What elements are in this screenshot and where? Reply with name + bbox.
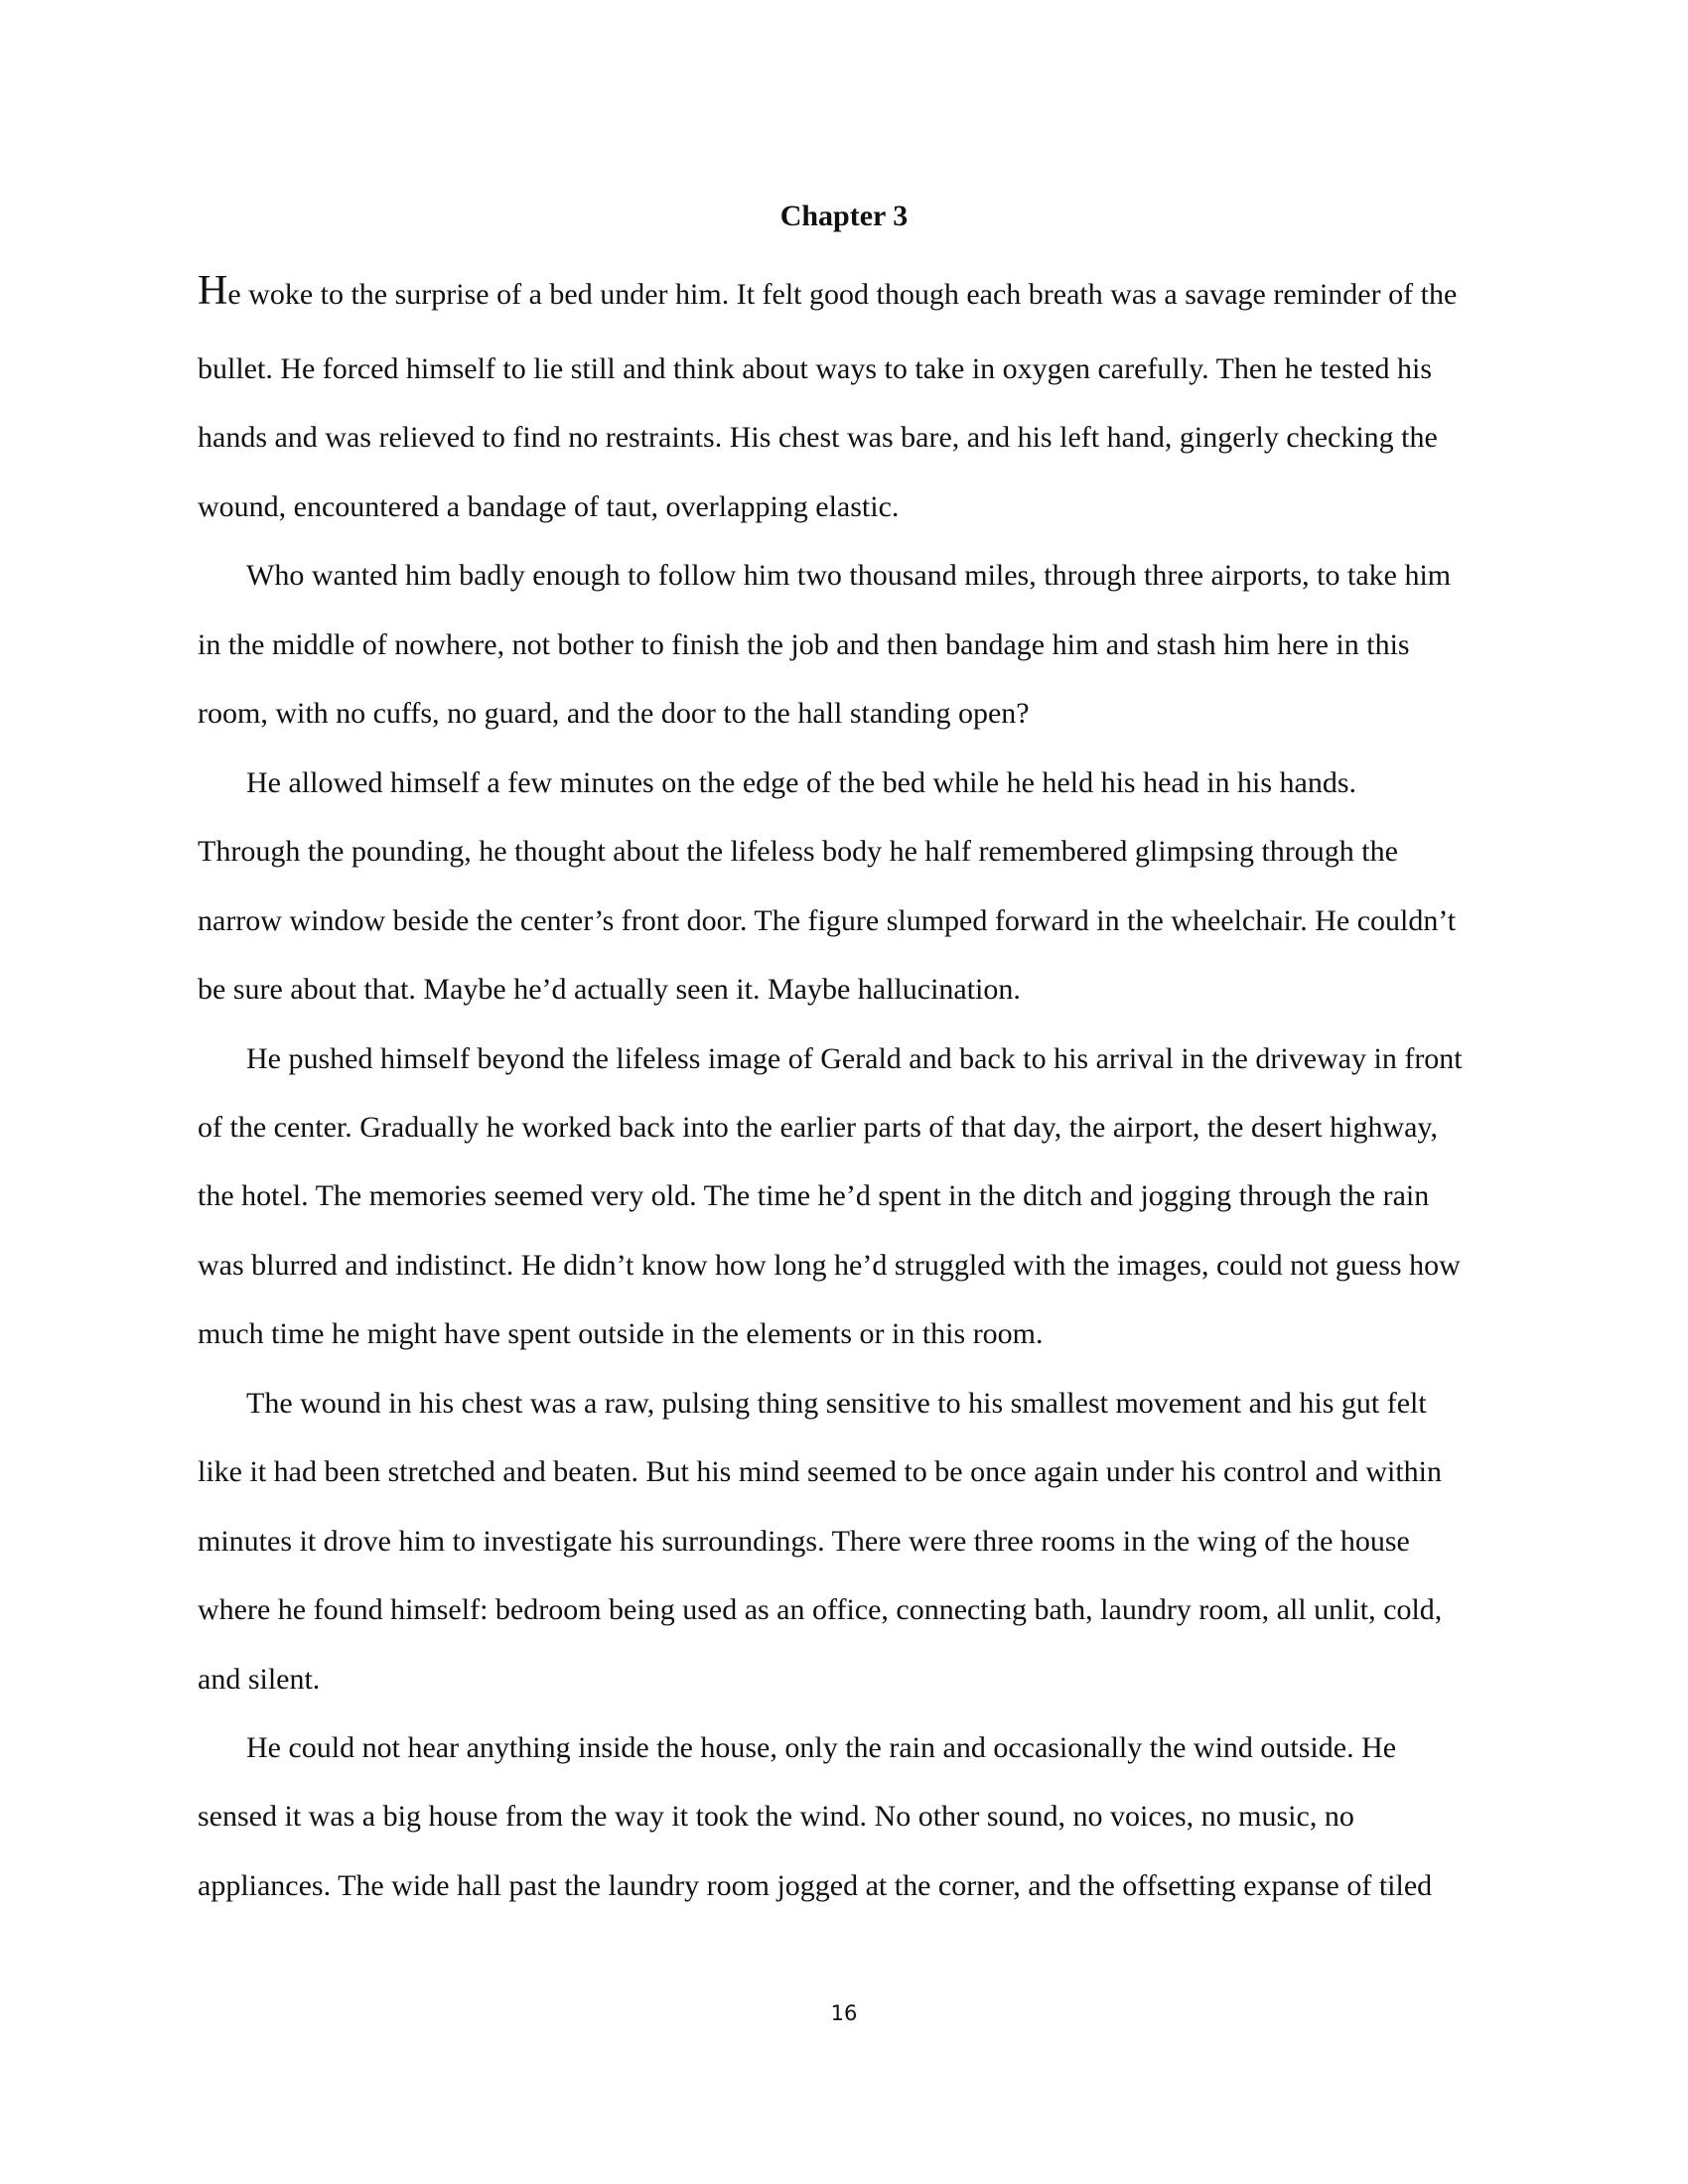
text-line: hands and was relieved to find no restraints. His chest was bare, and his left hand, gingerly checking the bbox=[198, 421, 1438, 455]
text-line: narrow window beside the center’s front door. The figure slumped forward in the wheelchair. He couldn’t bbox=[198, 903, 1457, 937]
text-line: wound, encountered a bandage of taut, overlapping elastic. bbox=[198, 489, 900, 523]
text-line: the hotel. The memories seemed very old. The time he’d spent in the ditch and jogging through the rain bbox=[198, 1179, 1430, 1213]
text-line: He woke to the surprise of a bed under him. It felt good though each breath was a savage reminder of the bbox=[198, 268, 1458, 314]
chapter-title: Chapter 3 bbox=[779, 200, 909, 232]
text-line: and silent. bbox=[198, 1662, 321, 1696]
text-line: minutes it drove him to investigate his surroundings. There were three rooms in the wing of the house bbox=[198, 1524, 1410, 1558]
first-letter: H bbox=[198, 268, 228, 314]
page-number: 16 bbox=[830, 2001, 858, 2025]
text-line: like it had been stretched and beaten. But his mind seemed to be once again under his control and within bbox=[198, 1455, 1442, 1489]
text-line: room, with no cuffs, no guard, and the door to the hall standing open? bbox=[198, 697, 1030, 731]
text-line: He allowed himself a few minutes on the edge of the bed while he held his head in his hands. bbox=[246, 765, 1357, 799]
text-line: of the center. Gradually he worked back into the earlier parts of that day, the airport, the desert highway, bbox=[198, 1110, 1438, 1144]
text-line: was blurred and indistinct. He didn’t know how long he’d struggled with the images, could not guess how bbox=[198, 1248, 1461, 1282]
text-line: where he found himself: bedroom being used as an office, connecting bath, laundry room, all unlit, cold, bbox=[198, 1593, 1443, 1627]
text-line: sensed it was a big house from the way it took the wind. No other sound, no voices, no music, no bbox=[198, 1800, 1354, 1834]
text-line: be sure about that. Maybe he’d actually seen it. Maybe hallucination. bbox=[198, 973, 1021, 1007]
text-line: He could not hear anything inside the house, only the rain and occasionally the wind outside. He bbox=[246, 1731, 1397, 1764]
text-line: appliances. The wide hall past the laundry room jogged at the corner, and the offsetting expanse of tiled bbox=[198, 1868, 1433, 1902]
text-line: much time he might have spent outside in the elements or in this room. bbox=[198, 1317, 1044, 1351]
text-line: Who wanted him badly enough to follow him two thousand miles, through three airports, to take him bbox=[246, 559, 1452, 593]
text-line: bullet. He forced himself to lie still and think about ways to take in oxygen carefully. Then he tested his bbox=[198, 352, 1433, 385]
text-line: The wound in his chest was a raw, pulsing thing sensitive to his smallest movement and his gut felt bbox=[246, 1386, 1427, 1420]
text-line: Through the pounding, he thought about the lifeless body he half remembered glimpsing through the bbox=[198, 835, 1398, 869]
text-line: in the middle of nowhere, not bother to finish the job and then bandage him and stash him here in this bbox=[198, 627, 1410, 661]
text-line: He pushed himself beyond the lifeless image of Gerald and back to his arrival in the driveway in front bbox=[246, 1041, 1463, 1075]
